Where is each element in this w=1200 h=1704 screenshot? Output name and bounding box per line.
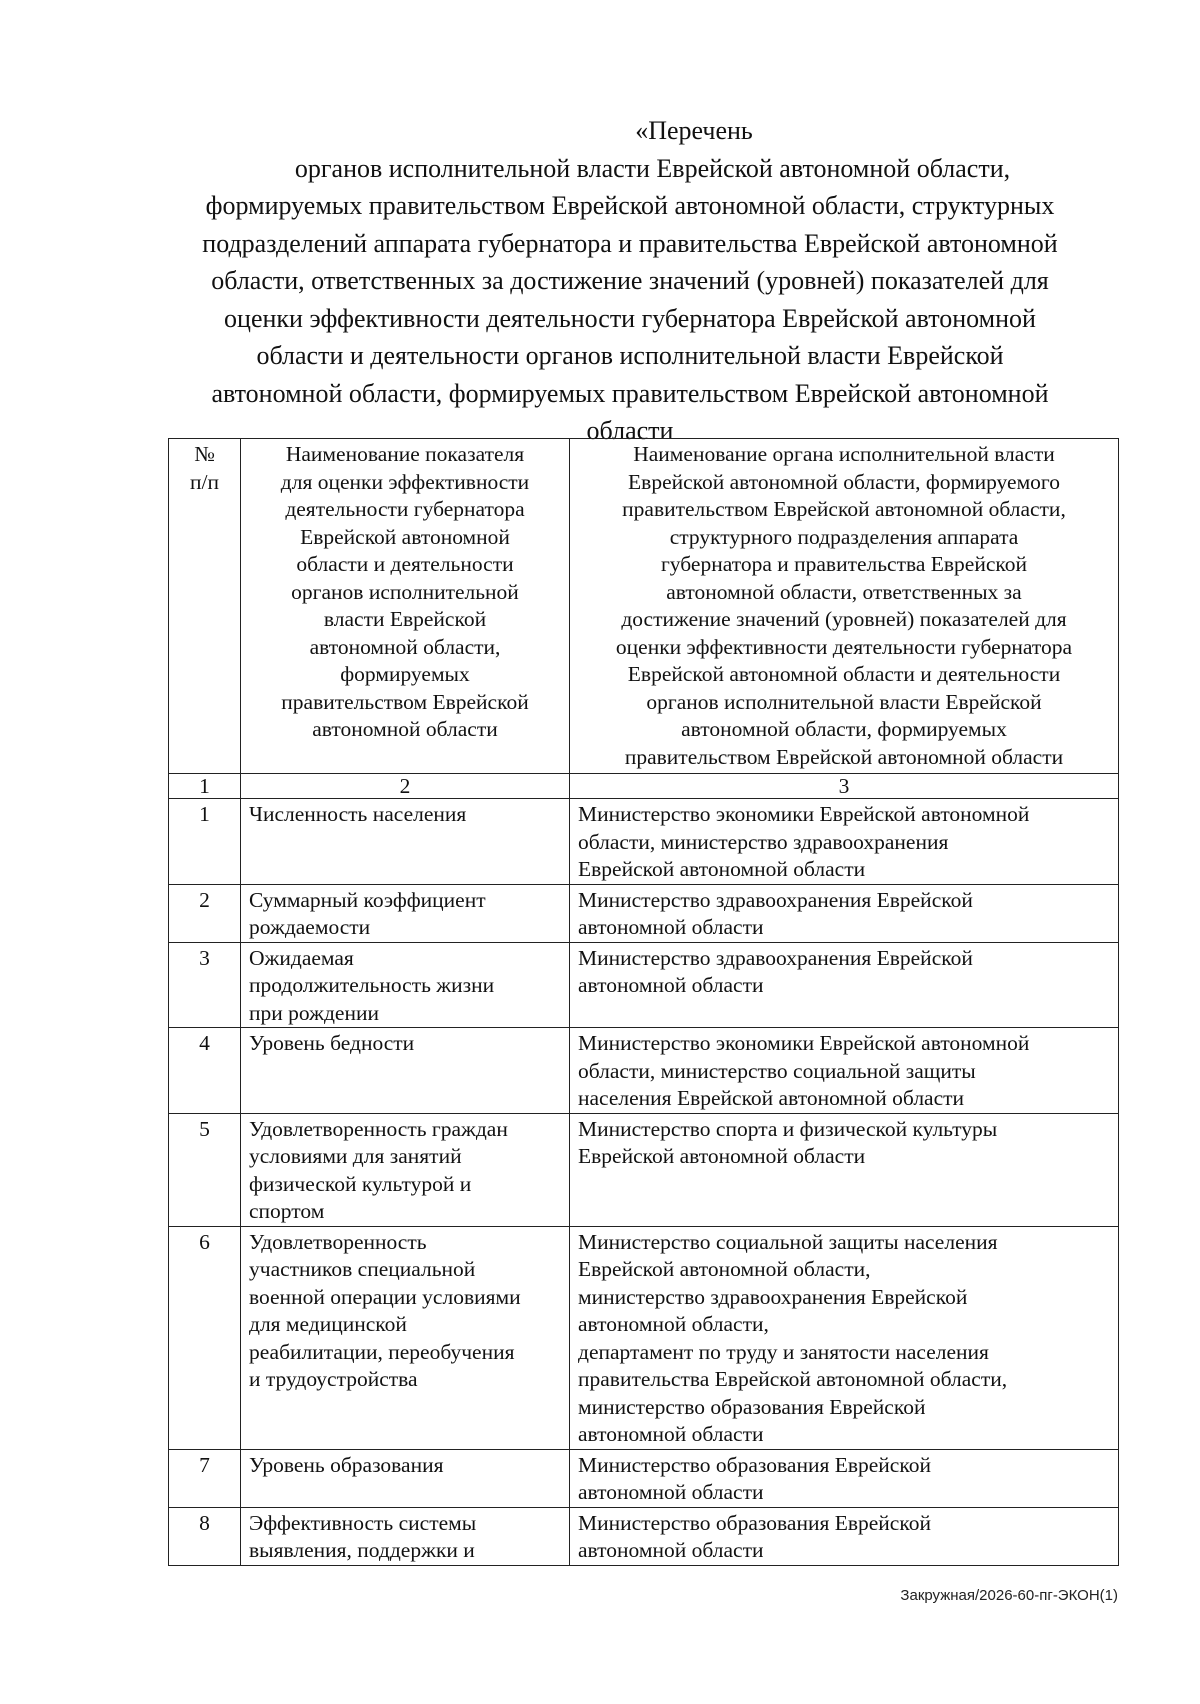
row-number-cell: 3 xyxy=(169,942,241,1028)
table-row xyxy=(169,942,1119,1028)
text-line: Министерство образования Еврейской xyxy=(578,1452,931,1477)
authority-cell xyxy=(570,1449,1119,1507)
title-line: подразделений аппарата губернатора и правительства Еврейской автономной xyxy=(202,228,1058,258)
text-line: правительства Еврейской автономной области, xyxy=(578,1367,1008,1391)
row-number-cell: 5 xyxy=(169,1113,241,1226)
text-line: оценки эффективности деятельности губернатора xyxy=(615,634,1073,659)
document-title xyxy=(150,112,1110,450)
indicator-cell xyxy=(241,1449,570,1507)
indicator-cell xyxy=(241,1507,570,1565)
text-line: Министерство здравоохранения Еврейской xyxy=(578,945,973,970)
text-line: реабилитации, переобучения xyxy=(249,1339,515,1364)
table-row xyxy=(169,799,1119,885)
column-number-row xyxy=(169,774,1119,799)
text-line: Удовлетворенность xyxy=(249,1229,427,1254)
column-number: 2 xyxy=(241,774,570,799)
text-line: Еврейской автономной области и деятельности xyxy=(627,662,1061,686)
table-row xyxy=(169,1226,1119,1449)
text-line: органов исполнительной власти Еврейской xyxy=(646,689,1042,714)
text-line: Еврейской автономной области xyxy=(578,1144,866,1168)
text-line: министерство здравоохранения Еврейской xyxy=(578,1284,968,1309)
text-line: достижение значений (уровней) показателей для xyxy=(621,607,1067,631)
text-line: физической культурой и xyxy=(249,1171,472,1196)
text-line: структурного подразделения аппарата xyxy=(669,524,1019,549)
text-line: автономной области xyxy=(578,1538,764,1562)
text-line: правительством Еврейской автономной области xyxy=(624,744,1064,769)
authority-cell xyxy=(570,799,1119,885)
text-line: автономной области, ответственных за xyxy=(666,579,1022,604)
text-line: органов исполнительной xyxy=(291,579,519,604)
text-line: Еврейской автономной области, xyxy=(578,1257,871,1281)
text-line: власти Еврейской xyxy=(323,607,487,631)
table-row xyxy=(169,1507,1119,1565)
text-line: № xyxy=(194,442,215,466)
authority-cell xyxy=(570,1113,1119,1226)
text-line: области, министерство здравоохранения xyxy=(578,829,949,854)
text-line: продолжительность жизни xyxy=(249,973,495,997)
authority-cell xyxy=(570,1507,1119,1565)
text-line: автономной области, xyxy=(578,1312,769,1336)
text-line: Еврейской автономной области xyxy=(578,857,866,881)
text-line: военной операции условиями xyxy=(249,1284,521,1309)
text-line: при рождении xyxy=(249,1000,379,1025)
text-line: губернатора и правительства Еврейской xyxy=(660,552,1028,576)
header-authority-cell xyxy=(570,439,1119,774)
text-line: департамент по труду и занятости населения xyxy=(578,1339,989,1364)
authority-cell xyxy=(570,942,1119,1028)
text-line: п/п xyxy=(190,469,219,494)
text-line: для оценки эффективности xyxy=(280,469,530,494)
indicator-cell xyxy=(241,884,570,942)
text-line: правительством Еврейской xyxy=(281,689,529,714)
row-number-cell: 7 xyxy=(169,1449,241,1507)
text-line: правительством Еврейской автономной области, xyxy=(622,497,1066,521)
title-line: оценки эффективности деятельности губернатора Еврейской автономной xyxy=(224,303,1036,333)
text-line: населения Еврейской автономной области xyxy=(578,1086,965,1110)
table-header-row xyxy=(169,439,1119,774)
text-line: и трудоустройства xyxy=(249,1367,418,1391)
row-number-cell: 1 xyxy=(169,799,241,885)
title-line: области и деятельности органов исполнительной власти Еврейской xyxy=(256,341,1004,370)
title-line: области xyxy=(586,416,674,445)
text-line: условиями для занятий xyxy=(249,1144,462,1168)
text-line: Уровень бедности xyxy=(249,1031,415,1055)
title-line: формируемых правительством Еврейской автономной области, структурных xyxy=(205,191,1055,220)
text-line: области и деятельности xyxy=(296,552,514,576)
table-row xyxy=(169,1449,1119,1507)
text-line: Министерство спорта и физической культуры xyxy=(578,1116,998,1141)
text-line: рождаемости xyxy=(249,915,371,939)
text-line: министерство образования Еврейской xyxy=(578,1394,926,1419)
text-line: области, министерство социальной защиты xyxy=(578,1058,976,1083)
indicator-cell xyxy=(241,1113,570,1226)
authority-cell xyxy=(570,1028,1119,1114)
indicator-cell xyxy=(241,1028,570,1114)
text-line: автономной области xyxy=(578,915,764,939)
indicator-cell xyxy=(241,799,570,885)
text-line: Численность населения xyxy=(249,802,467,826)
text-line: Министерство образования Еврейской xyxy=(578,1510,931,1535)
authority-cell xyxy=(570,884,1119,942)
header-indicator-cell xyxy=(241,439,570,774)
text-line: Уровень образования xyxy=(249,1452,444,1477)
header-number-cell xyxy=(169,439,241,774)
column-number: 3 xyxy=(570,774,1119,799)
row-number-cell: 8 xyxy=(169,1507,241,1565)
text-line: автономной области, формируемых xyxy=(681,717,1007,741)
text-line: формируемых xyxy=(340,662,470,686)
text-line: Эффективность системы xyxy=(249,1510,477,1535)
text-line: Министерство социальной защиты населения xyxy=(578,1229,998,1254)
title-line: автономной области, формируемых правительством Еврейской автономной xyxy=(211,378,1049,408)
indicator-cell xyxy=(241,1226,570,1449)
document-footer-code: Закружная/2026-60-пг-ЭКОН(1) xyxy=(900,1587,1118,1604)
table-row xyxy=(169,1028,1119,1114)
text-line: Министерство экономики Еврейской автономной xyxy=(578,1031,1030,1055)
column-number: 1 xyxy=(169,774,241,799)
row-number-cell: 2 xyxy=(169,884,241,942)
text-line: Еврейской автономной xyxy=(300,524,510,549)
text-line: Министерство здравоохранения Еврейской xyxy=(578,887,973,912)
text-line: участников специальной xyxy=(249,1257,476,1281)
text-line: Еврейской автономной области, формируемого xyxy=(628,469,1060,494)
title-line: области, ответственных за достижение значений (уровней) показателей для xyxy=(211,266,1049,295)
text-line: автономной области, xyxy=(309,634,501,659)
authority-cell xyxy=(570,1226,1119,1449)
text-line: Удовлетворенность граждан xyxy=(249,1116,508,1141)
text-line: Суммарный коэффициент xyxy=(249,887,486,912)
text-line: Министерство экономики Еврейской автономной xyxy=(578,802,1030,826)
title-line: «Перечень xyxy=(635,116,753,145)
row-number-cell: 4 xyxy=(169,1028,241,1114)
text-line: автономной области xyxy=(312,717,498,741)
text-line: автономной области xyxy=(578,1422,764,1446)
text-line: деятельности губернатора xyxy=(285,497,525,521)
text-line: Наименование органа исполнительной власти xyxy=(633,442,1055,466)
text-line: для медицинской xyxy=(249,1312,407,1336)
indicator-cell xyxy=(241,942,570,1028)
table-row xyxy=(169,1113,1119,1226)
text-line: автономной области xyxy=(578,973,764,997)
indicators-table xyxy=(168,438,1119,1566)
row-number-cell: 6 xyxy=(169,1226,241,1449)
text-line: Ожидаемая xyxy=(249,945,354,970)
table-row xyxy=(169,884,1119,942)
text-line: Наименование показателя xyxy=(285,442,525,466)
text-line: спортом xyxy=(249,1199,325,1223)
text-line: автономной области xyxy=(578,1480,764,1504)
text-line: выявления, поддержки и xyxy=(249,1538,475,1562)
title-line: органов исполнительной власти Еврейской автономной области, xyxy=(294,153,1011,183)
